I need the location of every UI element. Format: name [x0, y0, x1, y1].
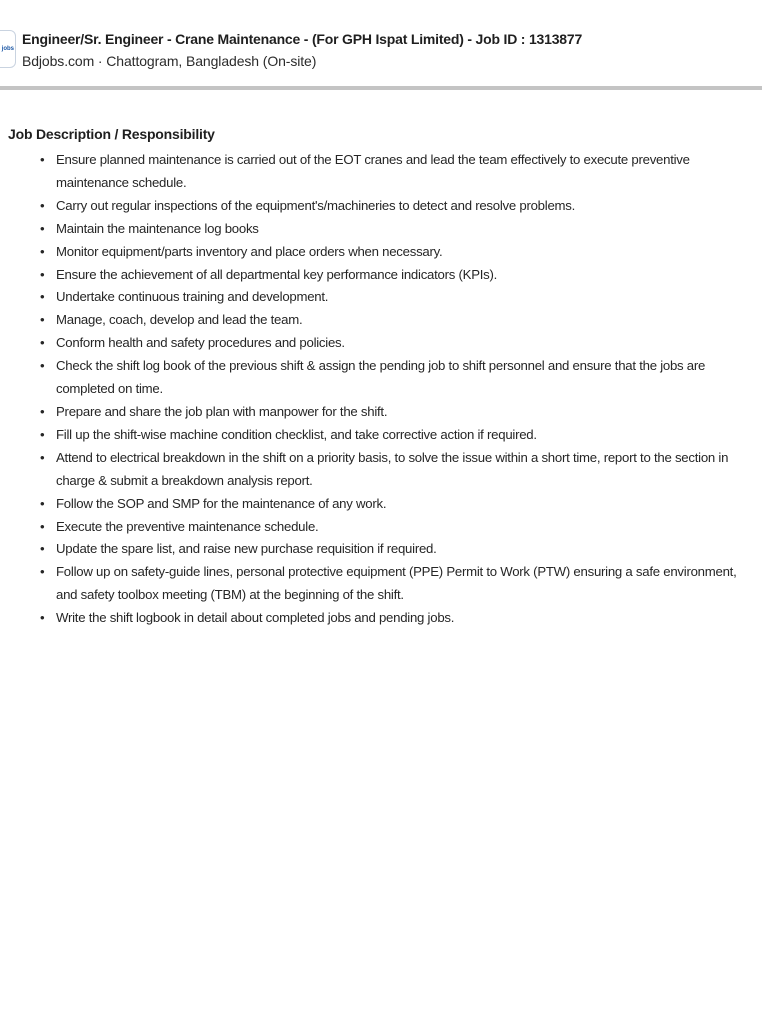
list-item: • Prepare and share the job plan with manpower for the shift. — [56, 401, 752, 424]
job-source-location: Bdjobs.com · Chattogram, Bangladesh (On-site) — [22, 53, 317, 69]
list-item: • Execute the preventive maintenance schedule. — [56, 516, 752, 539]
list-item: • Undertake continuous training and development. — [56, 286, 752, 309]
company-logo[interactable] — [0, 30, 16, 68]
list-item: • Ensure planned maintenance is carried out of the EOT cranes and lead the team effectively to execute preventive maintenance schedule. — [56, 149, 752, 195]
list-item: • Follow the SOP and SMP for the maintenance of any work. — [56, 493, 752, 516]
job-header — [0, 0, 768, 88]
job-title[interactable]: Engineer/Sr. Engineer - Crane Maintenance - (For GPH Ispat Limited) - Job ID : 1313877 — [22, 31, 583, 47]
list-item: • Update the spare list, and raise new purchase requisition if required. — [56, 538, 752, 561]
list-item: • Monitor equipment/parts inventory and place orders when necessary. — [56, 241, 752, 264]
list-item: • Conform health and safety procedures and policies. — [56, 332, 752, 355]
list-item: • Write the shift logbook in detail about completed jobs and pending jobs. — [56, 607, 752, 630]
section-heading: Job Description / Responsibility — [8, 126, 215, 142]
responsibility-list — [0, 149, 752, 630]
list-item: • Manage, coach, develop and lead the team. — [56, 309, 752, 332]
list-item: • Attend to electrical breakdown in the shift on a priority basis, to solve the issue within a short time, report to the section in charge & submit a breakdown analysis report. — [56, 447, 752, 493]
list-item: • Maintain the maintenance log books — [56, 218, 752, 241]
list-item: • Follow up on safety-guide lines, personal protective equipment (PPE) Permit to Work (PTW) ensuring a safe environment, and safety toolbox meeting (TBM) at the beginning of the shift. — [56, 561, 752, 607]
list-item: • Ensure the achievement of all departmental key performance indicators (KPIs). — [56, 264, 752, 287]
list-item: • Carry out regular inspections of the equipment's/machineries to detect and resolve problems. — [56, 195, 752, 218]
list-item: • Check the shift log book of the previous shift & assign the pending job to shift personnel and ensure that the jobs are completed on time. — [56, 355, 752, 401]
header-divider — [0, 86, 762, 90]
list-item: • Fill up the shift-wise machine condition checklist, and take corrective action if required. — [56, 424, 752, 447]
company-logo-text: jobs — [1, 46, 14, 52]
